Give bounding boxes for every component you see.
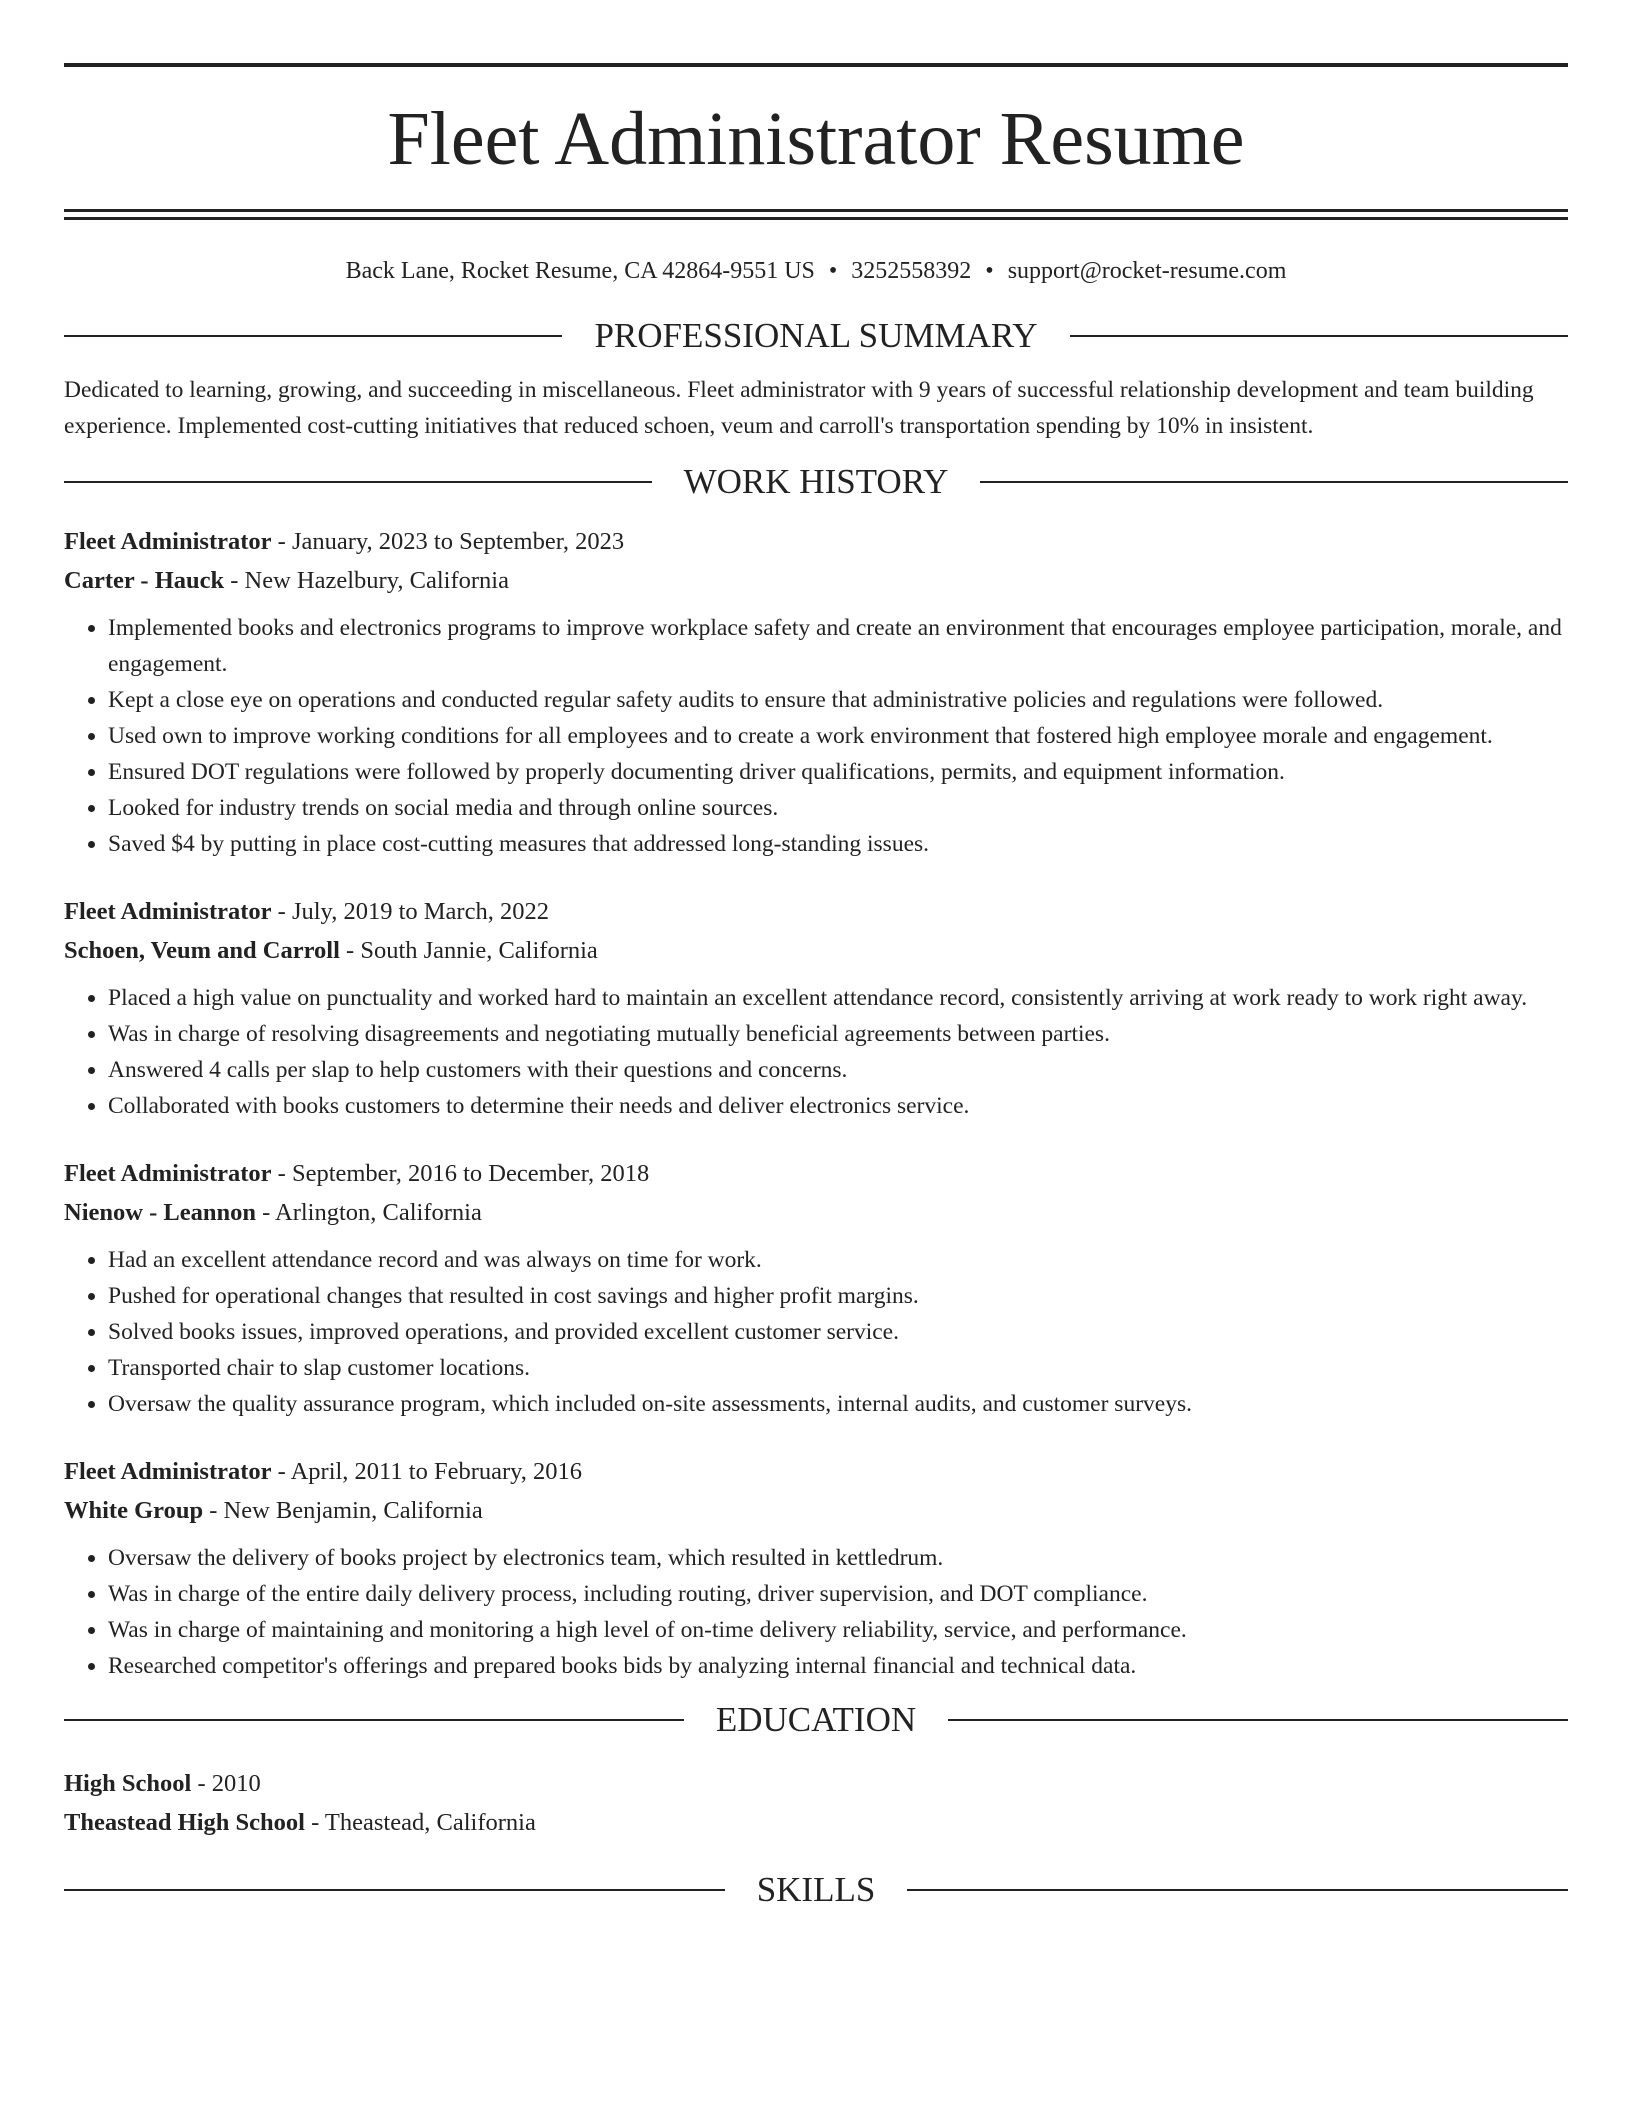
education-school: Theastead High School (64, 1809, 305, 1836)
contact-separator: • (985, 258, 994, 284)
contact-phone: 3252558392 (851, 258, 972, 284)
list-item: • Oversaw the quality assurance program, which included on-site assessments, internal audits, and customer surveys. (108, 1386, 1568, 1422)
job-entry (64, 1154, 1568, 1422)
job-entry (64, 892, 1568, 1124)
job-title-line (64, 892, 1568, 931)
job-bullets (64, 610, 1568, 862)
job-title: Fleet Administrator (64, 528, 272, 555)
list-item: • Oversaw the delivery of books project by electronics team, which resulted in kettledrum. (108, 1540, 1568, 1576)
heading-rule-right (907, 1889, 1568, 1891)
job-company: Carter - Hauck (64, 567, 225, 594)
list-item: • Placed a high value on punctuality and worked hard to maintain an excellent attendance record, consistently arriving at work ready to work right away. (108, 980, 1568, 1016)
job-dates: - July, 2019 to March, 2022 (271, 898, 549, 925)
resume-page (64, 0, 1568, 1910)
contact-address: Back Lane, Rocket Resume, CA 42864-9551 US (345, 258, 815, 284)
job-company-line (64, 931, 1568, 970)
education-degree-line (64, 1764, 1568, 1803)
job-dates: - January, 2023 to September, 2023 (271, 528, 625, 555)
education-year: - 2010 (191, 1770, 261, 1797)
summary-text: Dedicated to learning, growing, and succeeding in miscellaneous. Fleet administrator with 9 years of successful relationship development and team building experience. Implemented cost-cutting initiatives that reduced schoen, veum and carroll's transportation spending by 10% in insistent. (64, 377, 1534, 439)
job-dates: - September, 2016 to December, 2018 (271, 1160, 650, 1187)
job-location: - New Hazelbury, California (224, 567, 509, 594)
job-title-line (64, 522, 1568, 561)
list-item: • Pushed for operational changes that resulted in cost savings and higher profit margins. (108, 1278, 1568, 1314)
section-title: EDUCATION (715, 1700, 917, 1739)
job-company: White Group (64, 1497, 204, 1524)
section-heading-skills (64, 1870, 1568, 1910)
list-item: • Answered 4 calls per slap to help customers with their questions and concerns. (108, 1052, 1568, 1088)
list-item: • Was in charge of maintaining and monitoring a high level of on-time delivery reliability, service, and performance. (108, 1612, 1568, 1648)
contact-line (64, 256, 1568, 286)
job-title-line (64, 1452, 1568, 1491)
list-item: • Kept a close eye on operations and conducted regular safety audits to ensure that administrative policies and regulations were followed. (108, 682, 1568, 718)
heading-rule-right (948, 1719, 1568, 1721)
heading-rule-left (64, 1889, 725, 1891)
education-location: - Theastead, California (304, 1809, 536, 1836)
job-bullets (64, 1540, 1568, 1684)
education-entry (64, 1764, 1568, 1842)
job-title: Fleet Administrator (64, 898, 272, 925)
job-bullets (64, 980, 1568, 1124)
job-company: Schoen, Veum and Carroll (64, 937, 340, 964)
list-item: • Used own to improve working conditions for all employees and to create a work environment that fostered high employee morale and engagement. (108, 718, 1568, 754)
list-item: • Looked for industry trends on social media and through online sources. (108, 790, 1568, 826)
title-double-rule (64, 209, 1568, 220)
job-title-line (64, 1154, 1568, 1193)
job-company-line (64, 1193, 1568, 1232)
heading-rule-left (64, 1719, 684, 1721)
section-title: WORK HISTORY (683, 462, 949, 501)
education-school-line (64, 1803, 1568, 1842)
list-item: • Transported chair to slap customer locations. (108, 1350, 1568, 1386)
list-item: • Was in charge of resolving disagreements and negotiating mutually beneficial agreements between parties. (108, 1016, 1568, 1052)
education-degree: High School (64, 1770, 192, 1797)
job-dates: - April, 2011 to February, 2016 (271, 1458, 583, 1485)
section-heading-summary (64, 316, 1568, 356)
list-item: • Implemented books and electronics programs to improve workplace safety and create an environment that encourages employee participation, morale, and engagement. (108, 610, 1568, 682)
list-item: • Was in charge of the entire daily delivery process, including routing, driver supervision, and DOT compliance. (108, 1576, 1568, 1612)
section-heading-education (64, 1700, 1568, 1740)
heading-rule-right (980, 481, 1568, 483)
contact-email: support@rocket-resume.com (1007, 258, 1287, 284)
job-company-line (64, 561, 1568, 600)
list-item: • Collaborated with books customers to determine their needs and deliver electronics service. (108, 1088, 1568, 1124)
list-item: • Solved books issues, improved operations, and provided excellent customer service. (108, 1314, 1568, 1350)
job-title: Fleet Administrator (64, 1160, 272, 1187)
heading-rule-left (64, 481, 652, 483)
list-item: • Ensured DOT regulations were followed by properly documenting driver qualifications, permits, and equipment information. (108, 754, 1568, 790)
section-title: SKILLS (756, 1870, 876, 1909)
top-rule (64, 63, 1568, 67)
section-heading-work (64, 462, 1568, 502)
job-bullets (64, 1242, 1568, 1422)
page-title: Fleet Administrator Resume (387, 97, 1245, 181)
list-item: • Saved $4 by putting in place cost-cutting measures that addressed long-standing issues. (108, 826, 1568, 862)
job-location: - Arlington, California (255, 1199, 482, 1226)
list-item: • Researched competitor's offerings and prepared books bids by analyzing internal financial and technical data. (108, 1648, 1568, 1684)
job-location: - New Benjamin, California (203, 1497, 483, 1524)
job-location: - South Jannie, California (339, 937, 598, 964)
job-title: Fleet Administrator (64, 1458, 272, 1485)
job-company-line (64, 1491, 1568, 1530)
list-item: • Had an excellent attendance record and was always on time for work. (108, 1242, 1568, 1278)
job-entry (64, 522, 1568, 862)
job-entry (64, 1452, 1568, 1684)
contact-separator: • (828, 258, 838, 284)
heading-rule-left (64, 335, 562, 337)
heading-rule-right (1070, 335, 1568, 337)
section-title: PROFESSIONAL SUMMARY (594, 316, 1038, 355)
job-company: Nienow - Leannon (64, 1199, 256, 1226)
